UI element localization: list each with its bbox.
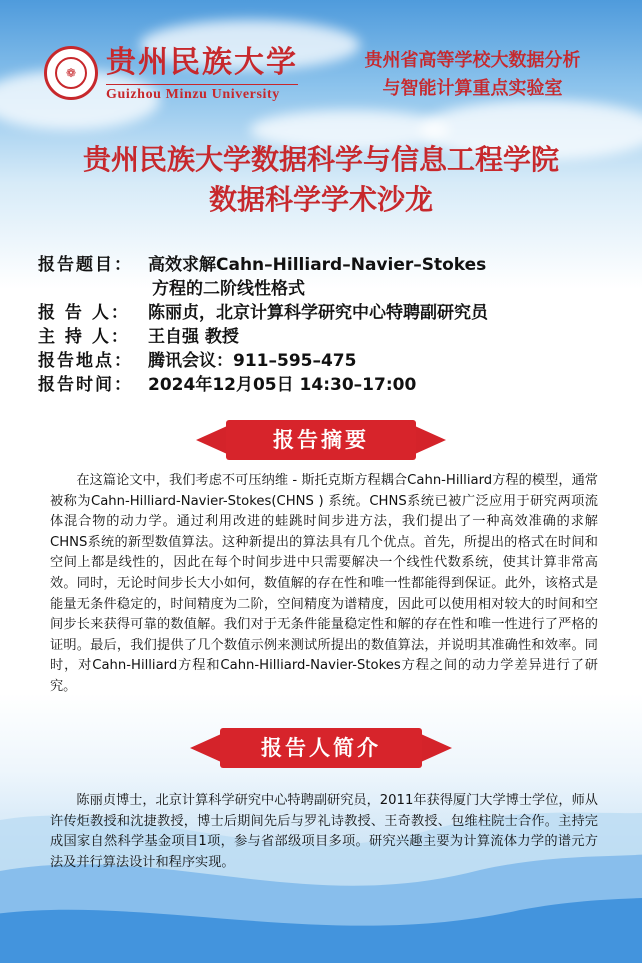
poster-title [0, 140, 642, 220]
venue-label: 报告地点： [38, 351, 133, 371]
lab-name [330, 47, 615, 103]
title-line1: 贵州民族大学数据科学与信息工程学院 [82, 143, 559, 176]
abstract-heading: 报告摘要 [273, 428, 369, 452]
lab-name-line2: 与智能计算重点实验室 [382, 78, 563, 99]
topic-row [38, 253, 618, 301]
bio-heading: 报告人简介 [261, 736, 381, 760]
time-value: 2024年12月05日 14:30–17:00 [148, 375, 417, 395]
speaker-value: 陈丽贞，北京计算科学研究中心特聘副研究员 [148, 303, 488, 323]
university-logo [44, 46, 298, 103]
topic-line2: 方程的二阶线性格式 [152, 279, 305, 299]
university-name-en: Guizhou Minzu University [106, 84, 298, 103]
lab-name-line1: 贵州省高等学校大数据分析 [364, 50, 581, 71]
venue-value: 腾讯会议：911–595–475 [148, 351, 357, 371]
bio-text: 陈丽贞博士，北京计算科学研究中心特聘副研究员，2011年获得厦门大学博士学位，师从许传炬教授和沈捷教授，博士后期间先后与罗礼诗教授、王奇教授、包维柱院士合作。主持完成国家自然科学基金项目1项，参与省部级项目多项。研究兴趣主要为计算流体力学的谱元方法及并行算法设计和程序实现。 [50, 793, 598, 870]
time-row [38, 373, 618, 397]
abstract-text: 在这篇论文中，我们考虑不可压纳维 - 斯托克斯方程耦合Cahn-Hilliard方程的模型，通常被称为Cahn-Hilliard-Navier-Stokes(CHNS ) 系统。CHNS系统已被广泛应用于研究两项流体混合物的动力学。通过利用改进的蛙跳时间步进方法，我们提出了一种高效准确的求解CHNS系统的新型数值算法。这种新提出的算法具有几个优点。首先，所提出的格式在时间和空间上都是线性的，因此在每个时间步进中只需要解决一个线性代数系统，使其计算非常高效。同时，无论时间步长大小如何，数值解的存在性和唯一性都能得到保证。此外，该格式是能量无条件稳定的，时间精度为二阶，空间精度为谱精度，因此可以使用相对较大的时间和空间步长来获得可靠的数值解。我们对于无条件能量稳定性和解的存在性和唯一性进行了严格的证明。最后，我们提供了几个数值示例来测试所提出的数值算法，并说明其准确性和效率。同时，对Cahn-Hilliard方程和Cahn-Hilliard-Navier-Stokes方程之间的动力学差异进行了研究。 [50, 473, 598, 694]
event-info [38, 253, 618, 397]
venue-row [38, 349, 618, 373]
topic-line1: 高效求解Cahn–Hilliard–Navier–Stokes [148, 255, 487, 275]
university-name-cn: 贵州民族大学 [106, 45, 298, 80]
host-value: 王自强 教授 [148, 327, 239, 347]
topic-label: 报告题目： [38, 255, 133, 275]
abstract-banner [0, 418, 642, 462]
bio-banner [0, 726, 642, 770]
host-row [38, 325, 618, 349]
speaker-row [38, 301, 618, 325]
topic-value [148, 253, 618, 301]
title-line2: 数据科学学术沙龙 [208, 183, 433, 216]
university-seal-icon: ❁ [44, 46, 98, 100]
speaker-label: 报 告 人： [38, 303, 130, 323]
university-name-block [106, 46, 298, 103]
host-label: 主 持 人： [38, 327, 130, 347]
time-label: 报告时间： [38, 375, 133, 395]
